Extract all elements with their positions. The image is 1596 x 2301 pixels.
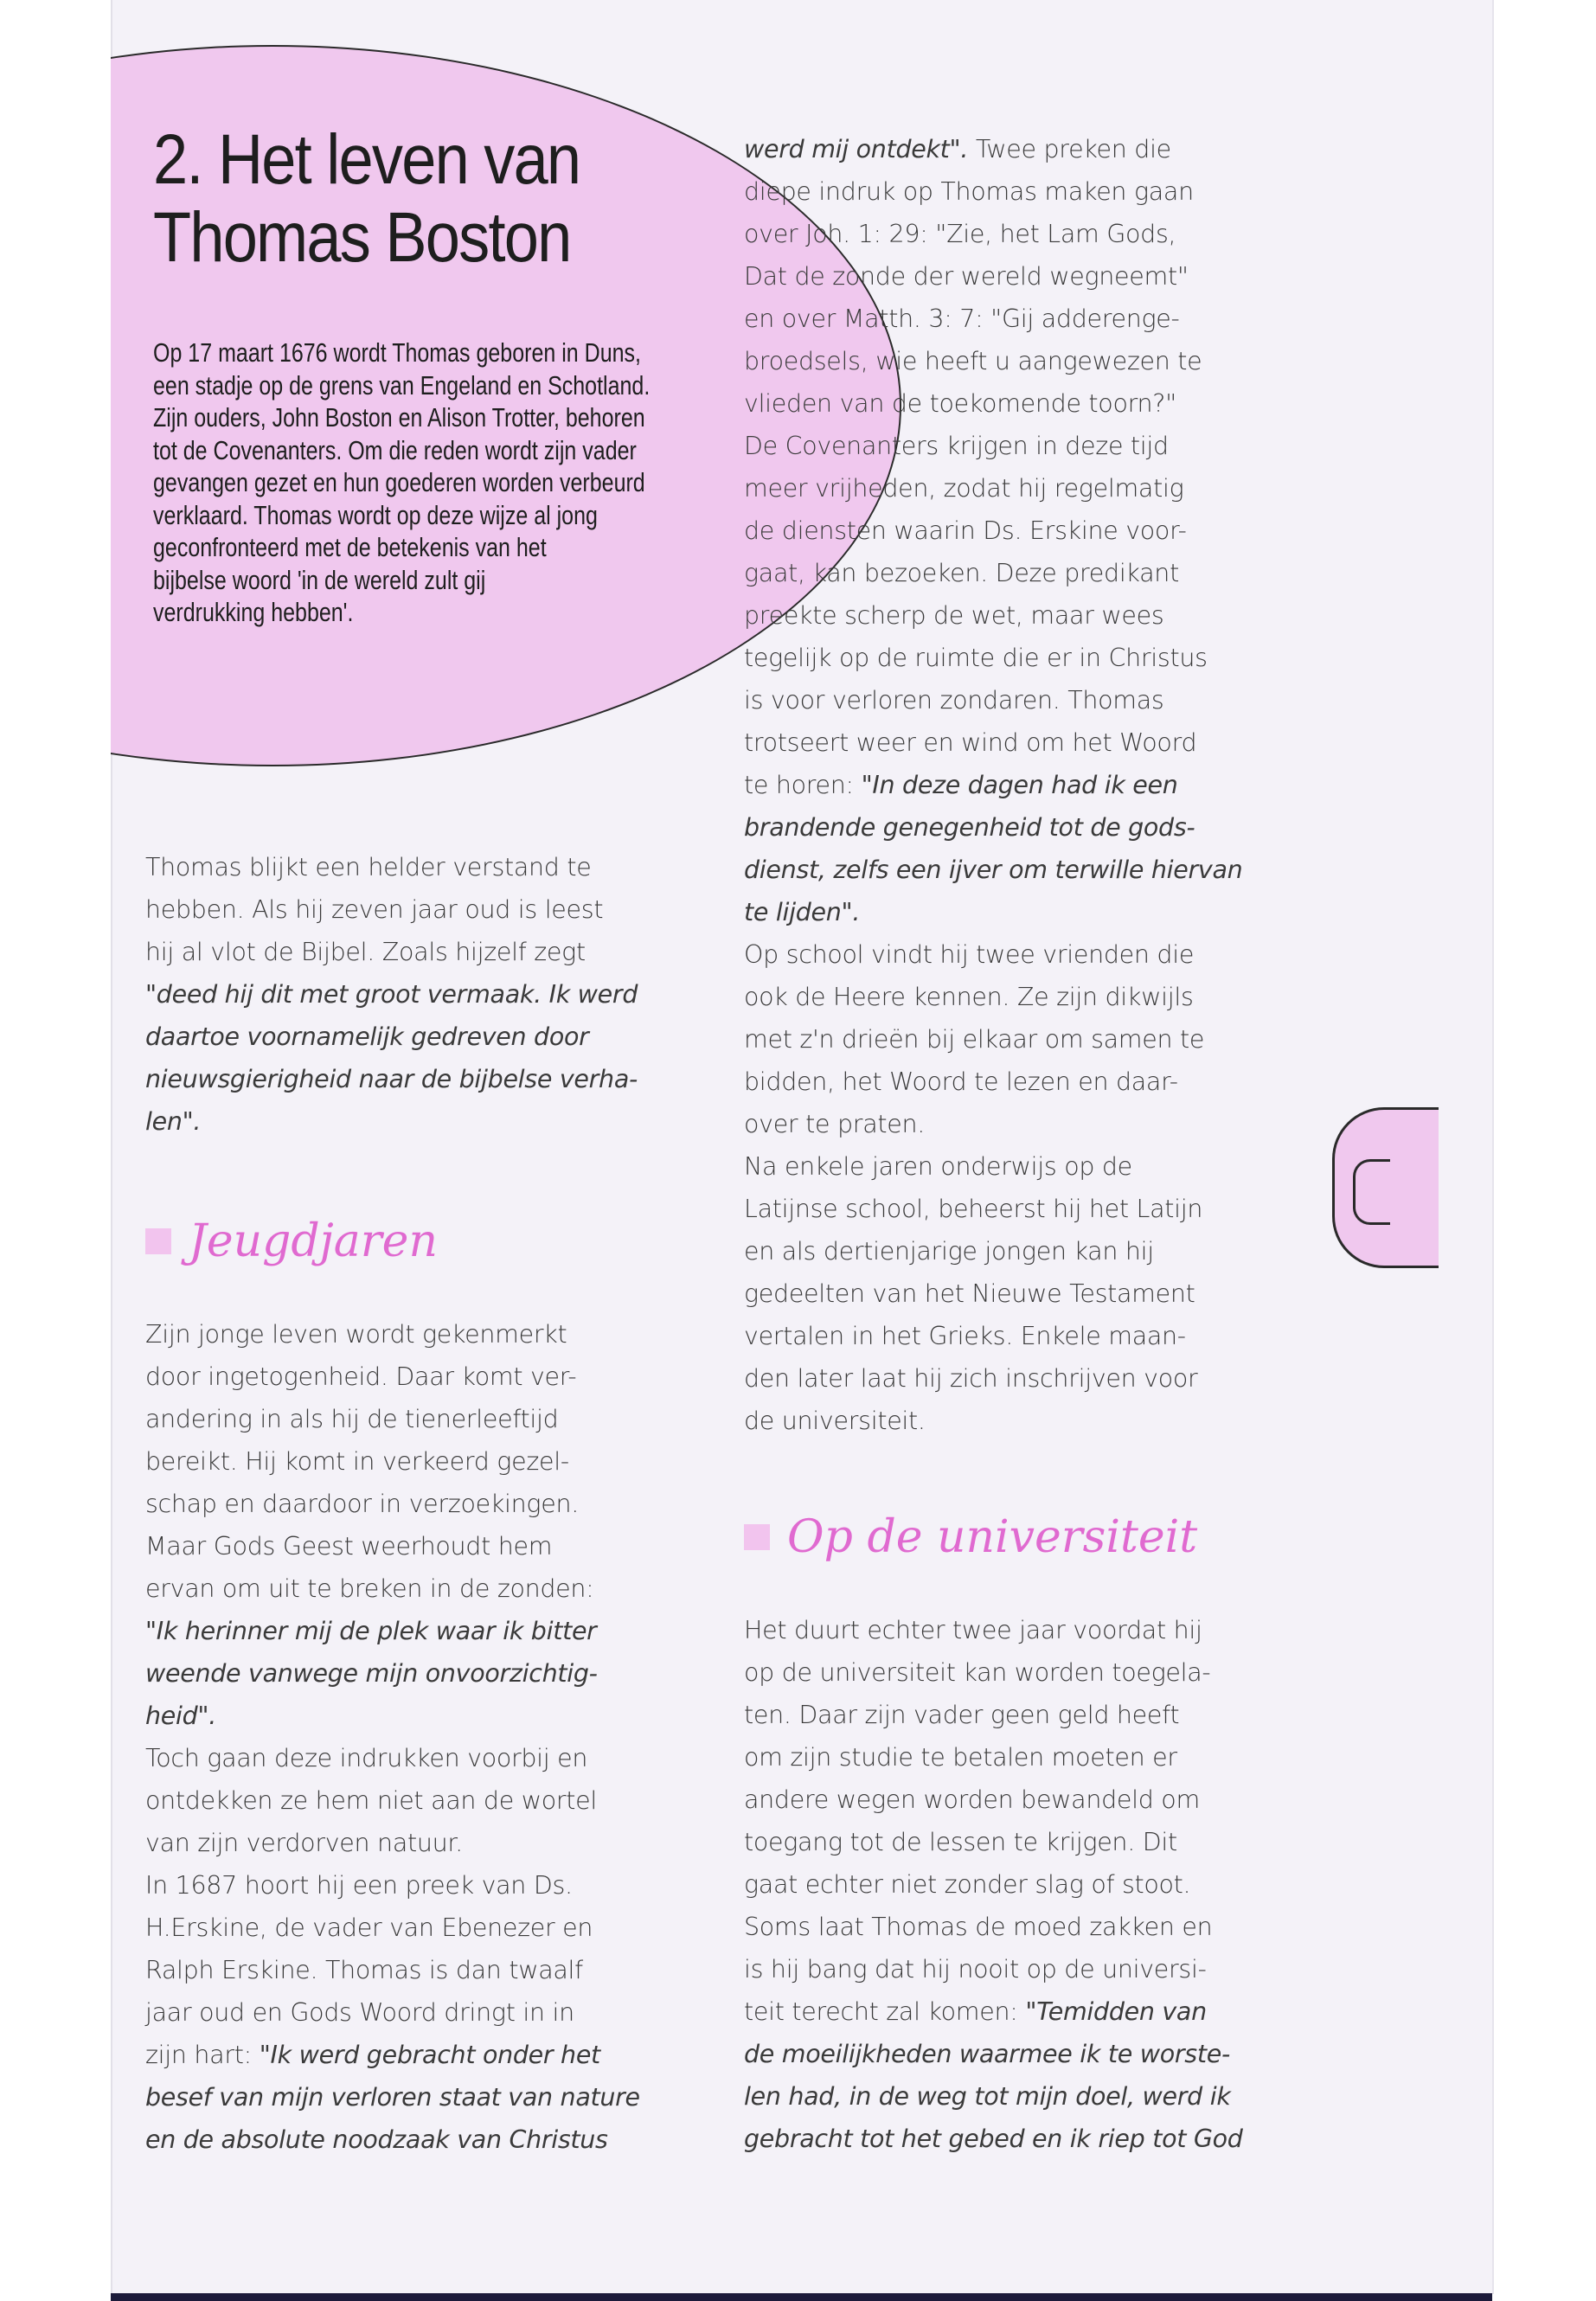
text-line xyxy=(145,1058,699,1100)
text-line xyxy=(744,128,1298,170)
quote-text: weende vanwege mijn onvoorzichtig- xyxy=(145,1659,598,1688)
text-line: op de universiteit kan worden toegela- xyxy=(744,1658,1211,1687)
intro-line: Zijn ouders, John Boston en Alison Trotter, behoren xyxy=(153,403,645,433)
text-line: bereikt. Hij komt in verkeerd gezel- xyxy=(145,1447,569,1476)
quote-text: te lijden". xyxy=(744,898,861,926)
plain-text: te horen: xyxy=(744,771,862,799)
text-line: broedsels, wie heeft u aangewezen te xyxy=(744,347,1202,375)
text-line: den later laat hij zich inschrijven voor xyxy=(744,1364,1198,1393)
text-line: hij al vlot de Bijbel. Zoals hijzelf zegt xyxy=(145,938,586,966)
text-line xyxy=(145,2076,699,2118)
text-line xyxy=(744,806,1298,849)
text-line xyxy=(145,1016,699,1058)
text-line: gedeelten van het Nieuwe Testament xyxy=(744,1279,1195,1308)
text-line xyxy=(145,2034,699,2076)
text-line: de universiteit. xyxy=(744,1407,926,1435)
plain-text: teit terecht zal komen: xyxy=(744,1997,1026,2026)
text-line xyxy=(145,1652,699,1695)
text-line: en als dertienjarige jongen kan hij xyxy=(744,1237,1154,1266)
text-line: diepe indruk op Thomas maken gaan xyxy=(744,177,1194,206)
text-line: Ralph Erskine. Thomas is dan twaalf xyxy=(145,1956,583,1984)
text-line: met z'n drieën bij elkaar om samen te xyxy=(744,1025,1205,1054)
text-line xyxy=(744,2118,1298,2160)
chapter-side-tab-mark xyxy=(1353,1159,1390,1225)
section-heading-text: Op de universiteit xyxy=(787,1511,1198,1563)
bottom-rule xyxy=(111,2293,1492,2301)
left-column-bottom xyxy=(145,1313,699,2161)
page-title xyxy=(153,121,580,277)
text-line: ten. Daar zijn vader geen geld heeft xyxy=(744,1701,1180,1729)
quote-text: werd mij ontdekt". xyxy=(744,135,969,163)
text-line: ontdekken ze hem niet aan de wortel xyxy=(145,1786,597,1815)
text-line: H.Erskine, de vader van Ebenezer en xyxy=(145,1913,593,1942)
text-line: is voor verloren zondaren. Thomas xyxy=(744,686,1164,715)
text-line: De Covenanters krijgen in deze tijd xyxy=(744,432,1169,460)
text-line: om zijn studie te betalen moeten er xyxy=(744,1743,1177,1772)
text-line xyxy=(744,849,1298,891)
intro-line: verklaard. Thomas wordt op deze wijze al jong xyxy=(153,500,598,530)
text-line: gaat echter niet zonder slag of stoot. xyxy=(744,1870,1191,1899)
quote-text: "deed hij dit met groot vermaak. Ik werd xyxy=(145,980,638,1009)
quote-text: en de absolute noodzaak van Christus xyxy=(145,2125,608,2154)
text-line xyxy=(744,2075,1298,2118)
text-line: Zijn jonge leven wordt gekenmerkt xyxy=(145,1320,567,1349)
text-line xyxy=(145,1100,699,1143)
text-line: Toch gaan deze indrukken voorbij en xyxy=(145,1744,588,1772)
text-line: vlieden van de toekomende toorn?" xyxy=(744,389,1176,418)
text-line: ook de Heere kennen. Ze zijn dikwijls xyxy=(744,983,1194,1011)
plain-text: Twee preken die xyxy=(968,135,1171,163)
quote-text: dienst, zelfs een ijver om terwille hiervan xyxy=(744,856,1243,884)
text-line xyxy=(145,1695,699,1737)
text-line: over Joh. 1: 29: "Zie, het Lam Gods, xyxy=(744,220,1176,248)
quote-text: "Ik werd gebracht onder het xyxy=(259,2041,600,2069)
quote-text: len had, in de weg tot mijn doel, werd ik xyxy=(744,2082,1231,2111)
text-line: jaar oud en Gods Woord dringt in in xyxy=(145,1998,574,2027)
section-heading-universiteit xyxy=(744,1511,1197,1563)
intro-line: bijbelse woord 'in de wereld zult gij xyxy=(153,565,486,595)
plain-text: zijn hart: xyxy=(145,2041,260,2069)
text-line: schap en daardoor in verzoekingen. xyxy=(145,1490,579,1518)
text-line xyxy=(744,1990,1298,2033)
text-line: de diensten waarin Ds. Erskine voor- xyxy=(744,516,1187,545)
quote-text: gebracht tot het gebed en ik riep tot God xyxy=(744,2125,1243,2153)
intro-line: geconfronteerd met de betekenis van het xyxy=(153,533,547,562)
text-line: tegelijk op de ruimte die er in Christus xyxy=(744,644,1208,672)
title-line-2: Thomas Boston xyxy=(153,198,571,277)
text-line xyxy=(145,2118,699,2161)
text-line: door ingetogenheid. Daar komt ver- xyxy=(145,1362,577,1391)
intro-line: een stadje op de grens van Engeland en Schotland. xyxy=(153,370,651,401)
heading-square-icon xyxy=(744,1524,770,1550)
text-line: meer vrijheden, zodat hij regelmatig xyxy=(744,474,1184,503)
quote-text: daartoe voornamelijk gedreven door xyxy=(145,1022,589,1051)
section-heading-jeugdjaren xyxy=(145,1215,438,1267)
intro-text xyxy=(153,337,827,630)
text-line: preekte scherp de wet, maar wees xyxy=(744,601,1164,630)
quote-text: len". xyxy=(145,1107,202,1136)
text-line: gaat, kan bezoeken. Deze predikant xyxy=(744,559,1179,587)
text-line: Soms laat Thomas de moed zakken en xyxy=(744,1913,1213,1941)
text-line: In 1687 hoort hij een preek van Ds. xyxy=(145,1871,573,1900)
text-line: van zijn verdorven natuur. xyxy=(145,1829,463,1857)
text-line: andering in als hij de tienerleeftijd xyxy=(145,1405,559,1433)
text-line: is hij bang dat hij nooit op de universi- xyxy=(744,1955,1207,1984)
quote-text: "In deze dagen had ik een xyxy=(861,771,1178,799)
right-column-top xyxy=(744,128,1298,1442)
text-line: Thomas blijkt een helder verstand te xyxy=(145,853,592,881)
quote-text: nieuwsgierigheid naar de bijbelse verha- xyxy=(145,1065,638,1093)
text-line: bidden, het Woord te lezen en daar- xyxy=(744,1067,1178,1096)
quote-text: "Ik herinner mij de plek waar ik bitter xyxy=(145,1617,597,1645)
quote-text: de moeilijkheden waarmee ik te worste- xyxy=(744,2040,1230,2068)
text-line: vertalen in het Grieks. Enkele maan- xyxy=(744,1322,1186,1350)
intro-line: Op 17 maart 1676 wordt Thomas geboren in Duns, xyxy=(153,338,641,368)
text-line xyxy=(744,891,1298,933)
text-line: Op school vindt hij twee vrienden die xyxy=(744,940,1195,969)
intro-line: gevangen gezet en hun goederen worden verbeurd xyxy=(153,468,645,497)
text-line: Latijnse school, beheerst hij het Latijn xyxy=(744,1195,1203,1223)
text-line: Dat de zonde der wereld wegneemt" xyxy=(744,262,1189,291)
quote-text: brandende genegenheid tot de gods- xyxy=(744,813,1195,842)
heading-square-icon xyxy=(145,1228,171,1254)
title-line-1: 2. Het leven van xyxy=(153,120,580,199)
quote-text: heid". xyxy=(145,1702,216,1730)
text-line: trotseert weer en wind om het Woord xyxy=(744,728,1197,757)
right-column-bottom xyxy=(744,1609,1298,2160)
text-line xyxy=(145,1610,699,1652)
text-line: toegang tot de lessen te krijgen. Dit xyxy=(744,1828,1177,1856)
intro-line: tot de Covenanters. Om die reden wordt zijn vader xyxy=(153,435,637,465)
text-line: Na enkele jaren onderwijs op de xyxy=(744,1152,1132,1181)
text-line xyxy=(145,973,699,1016)
text-line: over te praten. xyxy=(744,1110,925,1138)
text-line xyxy=(744,2033,1298,2075)
text-line: ervan om uit te breken in de zonden: xyxy=(145,1574,594,1603)
text-line: andere wegen worden bewandeld om xyxy=(744,1785,1200,1814)
left-column-top xyxy=(145,846,699,1143)
quote-text: "Temidden van xyxy=(1025,1997,1207,2026)
quote-text: besef van mijn verloren staat van nature xyxy=(145,2083,640,2112)
text-line: Het duurt echter twee jaar voordat hij xyxy=(744,1616,1202,1644)
intro-line: verdrukking hebben'. xyxy=(153,598,354,627)
text-line xyxy=(744,764,1298,806)
section-heading-text: Jeugdjaren xyxy=(189,1215,438,1267)
text-line: en over Matth. 3: 7: "Gij adderenge- xyxy=(744,304,1180,333)
text-line: hebben. Als hij zeven jaar oud is leest xyxy=(145,895,604,924)
text-line: Maar Gods Geest weerhoudt hem xyxy=(145,1532,553,1561)
